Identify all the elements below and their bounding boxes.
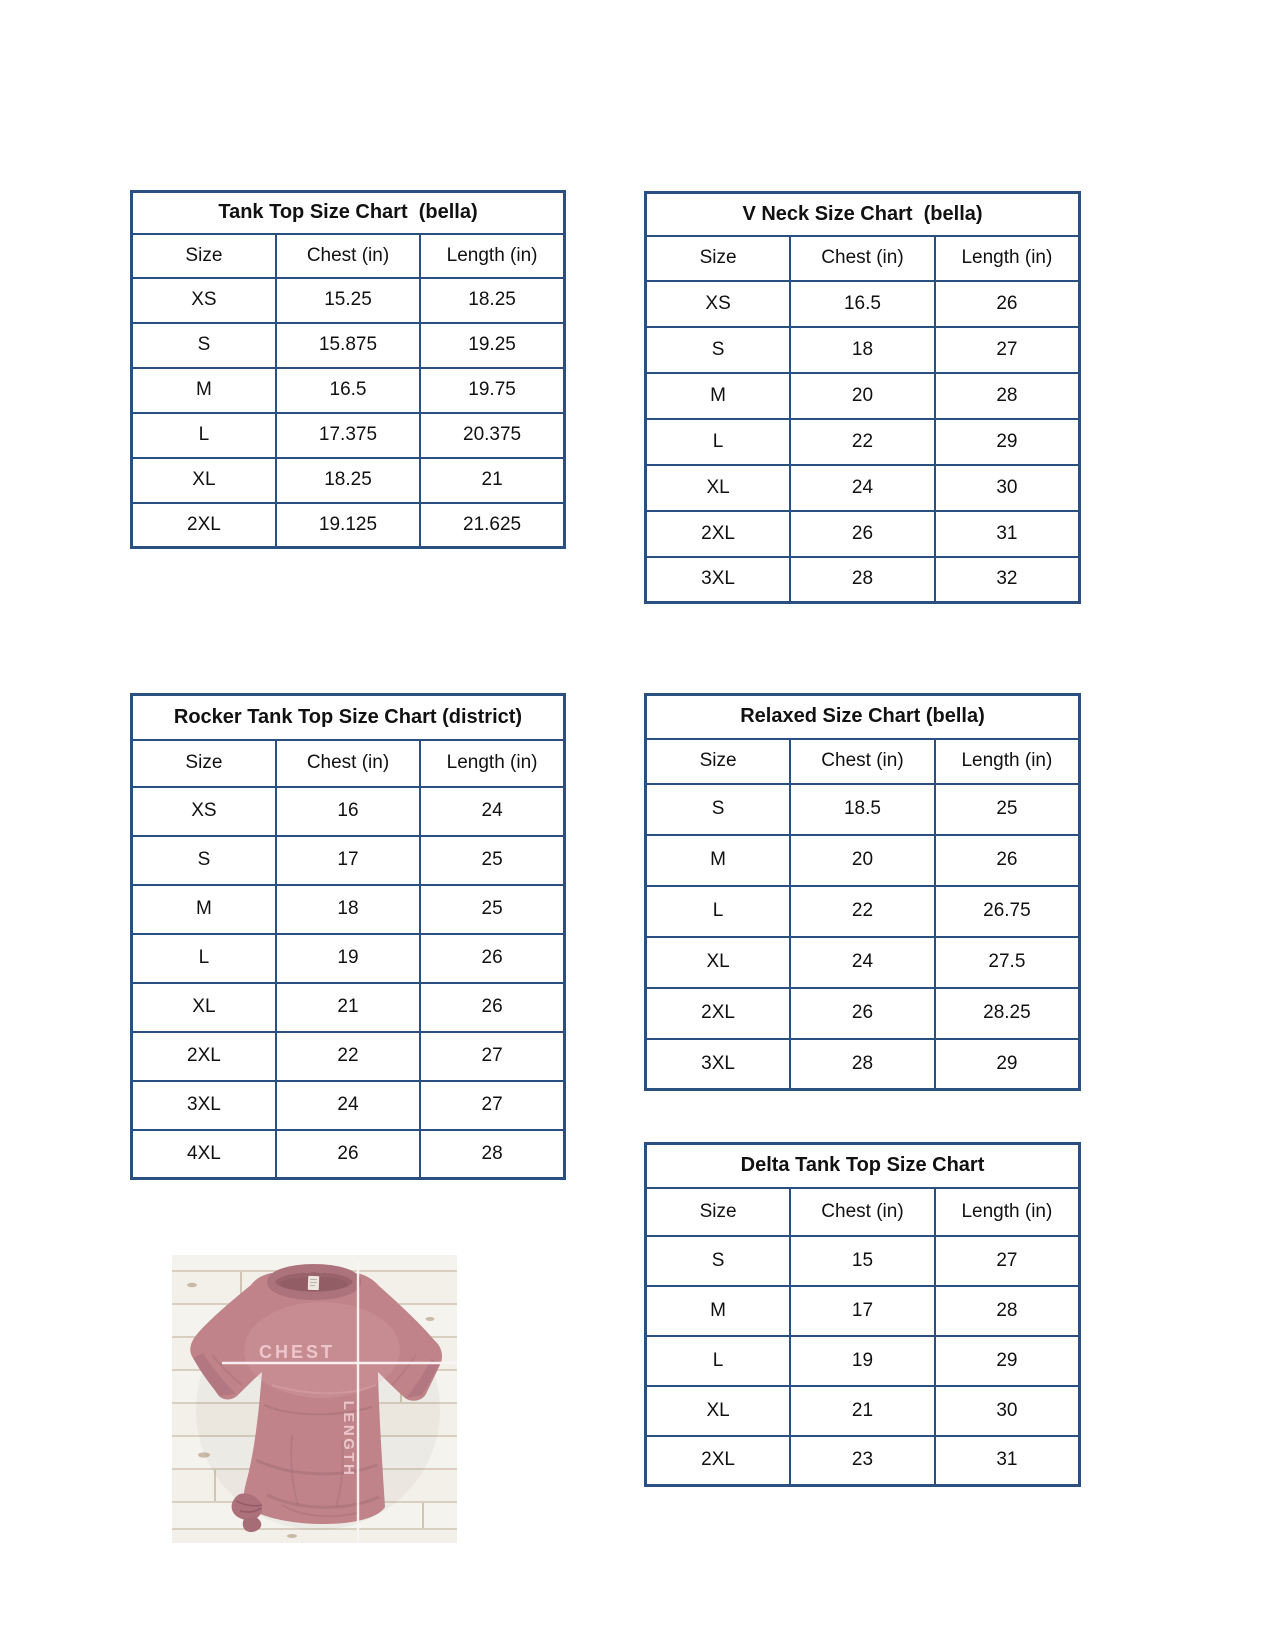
table-row bbox=[132, 740, 565, 787]
size-cell: 3XL bbox=[646, 557, 791, 603]
value-cell: 28 bbox=[790, 557, 935, 603]
size-cell: L bbox=[646, 1336, 791, 1386]
table-title: Rocker Tank Top Size Chart (district) bbox=[132, 695, 565, 740]
size-cell: 2XL bbox=[646, 1436, 791, 1486]
size-cell: 4XL bbox=[132, 1130, 276, 1179]
value-cell: 25 bbox=[420, 836, 564, 885]
column-header: Size bbox=[132, 234, 276, 278]
table-row bbox=[132, 934, 565, 983]
column-header: Length (in) bbox=[935, 236, 1080, 281]
table-row bbox=[646, 236, 1080, 281]
tank-top-size-chart-table bbox=[130, 190, 566, 549]
size-cell: 3XL bbox=[646, 1039, 791, 1090]
value-cell: 25 bbox=[935, 784, 1080, 835]
table-row bbox=[646, 557, 1080, 603]
value-cell: 19 bbox=[790, 1336, 935, 1386]
chest-label: CHEST bbox=[258, 1342, 336, 1362]
value-cell: 18 bbox=[790, 327, 935, 373]
value-cell: 21 bbox=[790, 1386, 935, 1436]
size-cell: 2XL bbox=[132, 1032, 276, 1081]
column-header: Length (in) bbox=[420, 740, 564, 787]
table-row bbox=[646, 511, 1080, 557]
table-row bbox=[132, 368, 565, 413]
size-cell: S bbox=[132, 323, 276, 368]
value-cell: 21 bbox=[420, 458, 564, 503]
size-cell: XL bbox=[646, 1386, 791, 1436]
column-header: Size bbox=[132, 740, 276, 787]
table-row bbox=[646, 327, 1080, 373]
table-row bbox=[646, 1236, 1080, 1286]
table-row bbox=[132, 503, 565, 548]
value-cell: 32 bbox=[935, 557, 1080, 603]
value-cell: 18.25 bbox=[420, 278, 564, 323]
size-cell: M bbox=[132, 885, 276, 934]
value-cell: 27 bbox=[420, 1032, 564, 1081]
value-cell: 21 bbox=[276, 983, 420, 1032]
value-cell: 22 bbox=[790, 419, 935, 465]
table-title: Delta Tank Top Size Chart bbox=[646, 1144, 1080, 1188]
value-cell: 26.75 bbox=[935, 886, 1080, 937]
size-cell: L bbox=[132, 413, 276, 458]
value-cell: 20 bbox=[790, 373, 935, 419]
size-cell: XS bbox=[646, 281, 791, 327]
size-cell: 3XL bbox=[132, 1081, 276, 1130]
table-row bbox=[646, 281, 1080, 327]
table-title: V Neck Size Chart (bella) bbox=[646, 193, 1080, 236]
table-row bbox=[646, 886, 1080, 937]
table-row bbox=[132, 192, 565, 234]
size-table-delta-tank-top bbox=[644, 1142, 1081, 1487]
size-table-v-neck-bella bbox=[644, 191, 1081, 604]
table-row bbox=[646, 1286, 1080, 1336]
size-cell: S bbox=[646, 1236, 791, 1286]
column-header: Chest (in) bbox=[790, 236, 935, 281]
table-row bbox=[646, 465, 1080, 511]
table-row bbox=[646, 695, 1080, 739]
relaxed-size-chart-table bbox=[644, 693, 1081, 1091]
table-title: Relaxed Size Chart (bella) bbox=[646, 695, 1080, 739]
rocker-tank-top-size-chart-table bbox=[130, 693, 566, 1180]
table-row bbox=[646, 937, 1080, 988]
table-title: Tank Top Size Chart (bella) bbox=[132, 192, 565, 234]
column-header: Size bbox=[646, 739, 791, 784]
table-row bbox=[646, 739, 1080, 784]
column-header: Size bbox=[646, 236, 791, 281]
table-row bbox=[646, 835, 1080, 886]
table-row bbox=[646, 784, 1080, 835]
column-header: Length (in) bbox=[935, 739, 1080, 784]
value-cell: 15.25 bbox=[276, 278, 420, 323]
length-label: LENGTH bbox=[340, 1400, 357, 1478]
tshirt-measurement-photo bbox=[172, 1255, 457, 1543]
value-cell: 28 bbox=[790, 1039, 935, 1090]
tshirt-measurement-illustration bbox=[172, 1255, 457, 1543]
size-table-tank-top-bella bbox=[130, 190, 566, 549]
value-cell: 16 bbox=[276, 787, 420, 836]
table-row bbox=[646, 1386, 1080, 1436]
size-cell: M bbox=[132, 368, 276, 413]
table-row bbox=[132, 458, 565, 503]
size-cell: L bbox=[646, 886, 791, 937]
value-cell: 29 bbox=[935, 1039, 1080, 1090]
table-row bbox=[132, 1032, 565, 1081]
value-cell: 26 bbox=[935, 281, 1080, 327]
value-cell: 24 bbox=[790, 937, 935, 988]
size-cell: 2XL bbox=[646, 988, 791, 1039]
size-cell: L bbox=[132, 934, 276, 983]
value-cell: 29 bbox=[935, 1336, 1080, 1386]
table-row bbox=[646, 373, 1080, 419]
value-cell: 28 bbox=[420, 1130, 564, 1179]
value-cell: 26 bbox=[276, 1130, 420, 1179]
value-cell: 19.25 bbox=[420, 323, 564, 368]
size-cell: XL bbox=[646, 465, 791, 511]
value-cell: 31 bbox=[935, 1436, 1080, 1486]
value-cell: 25 bbox=[420, 885, 564, 934]
value-cell: 19.75 bbox=[420, 368, 564, 413]
value-cell: 17.375 bbox=[276, 413, 420, 458]
size-cell: XL bbox=[646, 937, 791, 988]
column-header: Length (in) bbox=[935, 1188, 1080, 1236]
value-cell: 27 bbox=[935, 1236, 1080, 1286]
value-cell: 17 bbox=[276, 836, 420, 885]
value-cell: 22 bbox=[276, 1032, 420, 1081]
value-cell: 26 bbox=[790, 511, 935, 557]
table-row bbox=[646, 1436, 1080, 1486]
size-cell: 2XL bbox=[646, 511, 791, 557]
size-cell: 2XL bbox=[132, 503, 276, 548]
value-cell: 15 bbox=[790, 1236, 935, 1286]
value-cell: 26 bbox=[420, 934, 564, 983]
value-cell: 30 bbox=[935, 465, 1080, 511]
table-row bbox=[646, 1039, 1080, 1090]
size-cell: M bbox=[646, 373, 791, 419]
value-cell: 21.625 bbox=[420, 503, 564, 548]
size-cell: S bbox=[646, 784, 791, 835]
table-row bbox=[132, 413, 565, 458]
value-cell: 27 bbox=[935, 327, 1080, 373]
value-cell: 28 bbox=[935, 373, 1080, 419]
neck-tag bbox=[308, 1276, 319, 1290]
value-cell: 22 bbox=[790, 886, 935, 937]
table-row bbox=[646, 1144, 1080, 1188]
value-cell: 26 bbox=[420, 983, 564, 1032]
table-row bbox=[646, 419, 1080, 465]
value-cell: 20 bbox=[790, 835, 935, 886]
value-cell: 24 bbox=[790, 465, 935, 511]
value-cell: 28 bbox=[935, 1286, 1080, 1336]
delta-tank-top-size-chart-table bbox=[644, 1142, 1081, 1487]
table-row bbox=[646, 1188, 1080, 1236]
value-cell: 27.5 bbox=[935, 937, 1080, 988]
table-row bbox=[132, 234, 565, 278]
table-row bbox=[132, 323, 565, 368]
size-cell: L bbox=[646, 419, 791, 465]
value-cell: 29 bbox=[935, 419, 1080, 465]
column-header: Chest (in) bbox=[276, 234, 420, 278]
table-row bbox=[646, 193, 1080, 236]
column-header: Chest (in) bbox=[790, 1188, 935, 1236]
size-cell: M bbox=[646, 1286, 791, 1336]
value-cell: 19.125 bbox=[276, 503, 420, 548]
size-cell: S bbox=[646, 327, 791, 373]
size-table-rocker-tank-top-district bbox=[130, 693, 566, 1180]
size-cell: XL bbox=[132, 983, 276, 1032]
size-table-relaxed-bella bbox=[644, 693, 1081, 1091]
value-cell: 15.875 bbox=[276, 323, 420, 368]
table-row bbox=[132, 787, 565, 836]
value-cell: 24 bbox=[420, 787, 564, 836]
column-header: Chest (in) bbox=[276, 740, 420, 787]
size-cell: M bbox=[646, 835, 791, 886]
table-row bbox=[132, 836, 565, 885]
size-cell: XS bbox=[132, 787, 276, 836]
value-cell: 26 bbox=[935, 835, 1080, 886]
table-row bbox=[132, 983, 565, 1032]
table-row bbox=[132, 885, 565, 934]
table-row bbox=[646, 988, 1080, 1039]
table-row bbox=[132, 1130, 565, 1179]
value-cell: 18.5 bbox=[790, 784, 935, 835]
table-row bbox=[132, 278, 565, 323]
v-neck-size-chart-table bbox=[644, 191, 1081, 604]
table-row bbox=[132, 1081, 565, 1130]
value-cell: 16.5 bbox=[276, 368, 420, 413]
value-cell: 20.375 bbox=[420, 413, 564, 458]
value-cell: 23 bbox=[790, 1436, 935, 1486]
value-cell: 30 bbox=[935, 1386, 1080, 1436]
column-header: Size bbox=[646, 1188, 791, 1236]
value-cell: 26 bbox=[790, 988, 935, 1039]
column-header: Length (in) bbox=[420, 234, 564, 278]
column-header: Chest (in) bbox=[790, 739, 935, 784]
table-row bbox=[646, 1336, 1080, 1386]
table-row bbox=[132, 695, 565, 740]
value-cell: 31 bbox=[935, 511, 1080, 557]
value-cell: 18 bbox=[276, 885, 420, 934]
value-cell: 19 bbox=[276, 934, 420, 983]
value-cell: 28.25 bbox=[935, 988, 1080, 1039]
size-cell: S bbox=[132, 836, 276, 885]
value-cell: 16.5 bbox=[790, 281, 935, 327]
size-cell: XS bbox=[132, 278, 276, 323]
value-cell: 24 bbox=[276, 1081, 420, 1130]
value-cell: 18.25 bbox=[276, 458, 420, 503]
size-cell: XL bbox=[132, 458, 276, 503]
value-cell: 27 bbox=[420, 1081, 564, 1130]
value-cell: 17 bbox=[790, 1286, 935, 1336]
